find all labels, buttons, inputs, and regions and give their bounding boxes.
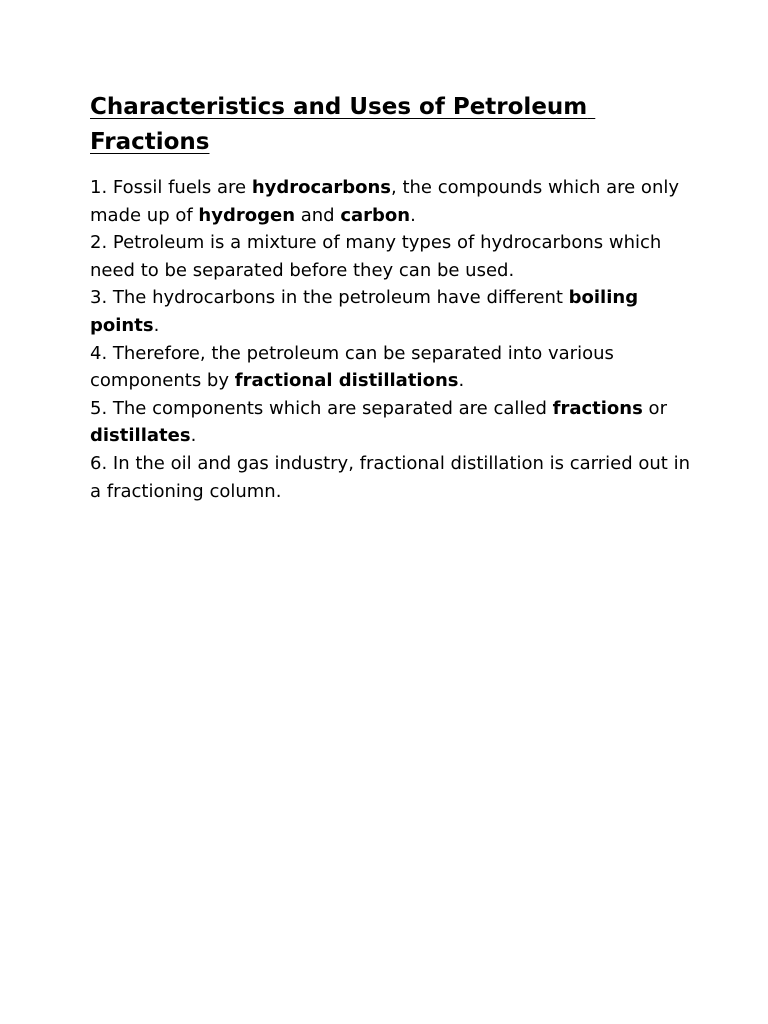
item-text: 1. Fossil fuels are xyxy=(90,177,252,198)
bold-term: boiling points xyxy=(90,287,639,336)
list-item xyxy=(90,229,690,284)
item-text: or xyxy=(642,397,667,419)
item-text: 5. The components which are separated are called xyxy=(90,397,553,419)
page-title: Characteristics and Uses of Petroleum Fractions xyxy=(90,94,596,155)
item-text: 3. The hydrocarbons in the petroleum have different xyxy=(90,287,569,309)
list-item xyxy=(90,340,690,395)
bold-term: hydrogen xyxy=(198,204,296,226)
bold-term: hydrocarbons xyxy=(251,177,392,198)
bold-term: carbon xyxy=(340,204,411,226)
numbered-list xyxy=(90,174,690,505)
item-text: 6. In the oil and gas industry, fractional distillation is carried out in a fractioning column. xyxy=(90,452,690,502)
list-item xyxy=(90,450,690,505)
document-page xyxy=(90,90,690,505)
list-item xyxy=(90,284,690,339)
item-text: 2. Petroleum is a mixture of many types of hydrocarbons which need to be separated before they can be used. xyxy=(90,232,662,281)
bold-term: fractions xyxy=(552,397,643,419)
item-text: . xyxy=(410,204,416,226)
item-text: and xyxy=(295,204,341,226)
list-item xyxy=(90,395,690,450)
item-text: . xyxy=(458,370,465,392)
bold-term: fractional distillations xyxy=(234,370,459,392)
item-text: , the compounds which are only made up of xyxy=(90,177,680,226)
item-text: . xyxy=(153,314,160,336)
item-text: 4. Therefore, the petroleum can be separated into various components by xyxy=(90,342,614,392)
list-item xyxy=(90,174,690,229)
item-text: . xyxy=(190,425,197,447)
bold-term: distillates xyxy=(90,425,191,447)
